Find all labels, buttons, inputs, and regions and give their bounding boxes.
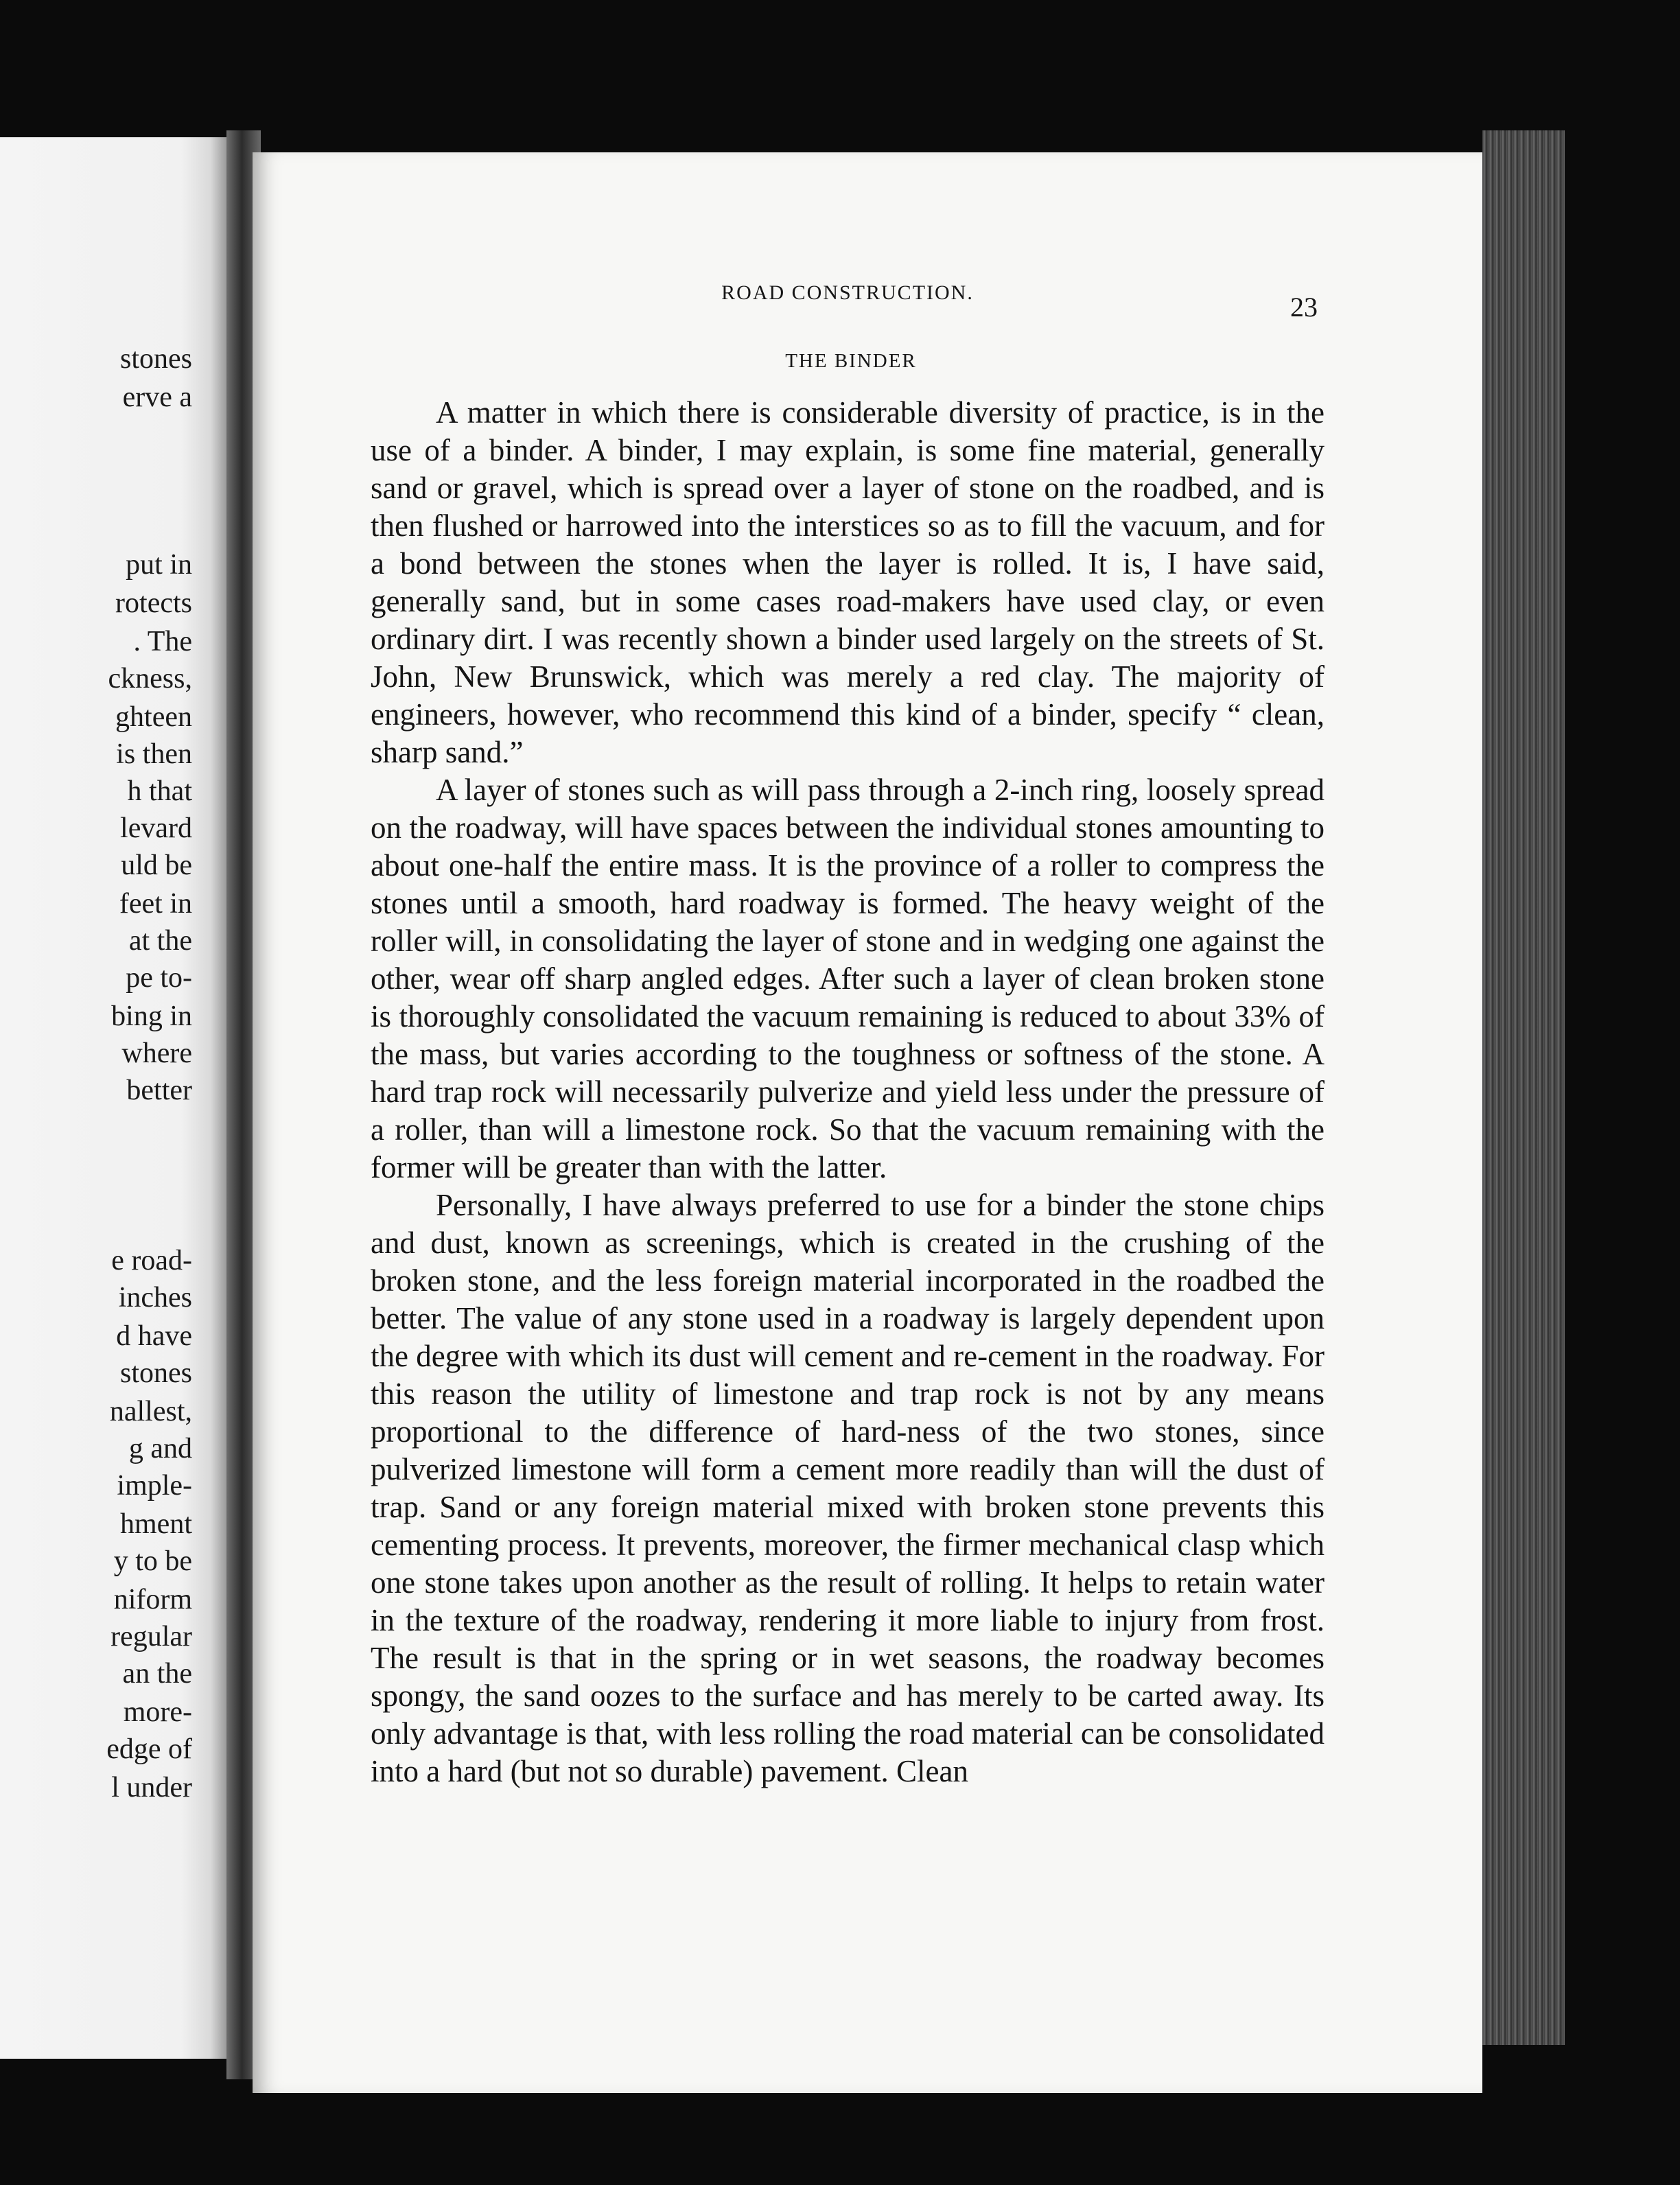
left-page-line-34: an the	[122, 1658, 192, 1690]
left-page-line-26: stones	[120, 1357, 192, 1389]
page-edges	[1482, 130, 1565, 2045]
page-number: 23	[1290, 292, 1318, 323]
left-page-line-30: hment	[120, 1508, 192, 1540]
left-page-line-14: feet in	[119, 888, 192, 920]
left-page-line-12: levard	[120, 813, 192, 844]
section-title: THE BINDER	[785, 350, 917, 372]
running-head: ROAD CONSTRUCTION.	[721, 281, 974, 304]
left-page-line-16: pe to-	[126, 962, 192, 994]
left-page-line-19: better	[126, 1075, 192, 1106]
left-page-line-11: h that	[127, 775, 192, 807]
left-page-line-29: imple-	[117, 1470, 192, 1502]
left-page-line-15: at the	[128, 925, 192, 957]
left-page-line-7: . The	[133, 626, 192, 657]
left-page-line-32: niform	[113, 1584, 192, 1615]
left-page-fragment	[0, 137, 226, 2059]
left-page-line-9: ghteen	[115, 701, 192, 733]
left-page-line-8: ckness,	[108, 663, 192, 694]
left-page-line-17: bing in	[111, 1001, 192, 1032]
left-page-line-6: rotects	[115, 587, 192, 619]
left-page-line-37: l under	[111, 1772, 192, 1803]
left-page-line-1: erve a	[122, 382, 192, 413]
left-page-line-24: inches	[118, 1282, 192, 1313]
paragraph-2: A layer of stones such as will pass through a 2-inch ring, loosely spread on the roadway, will have spaces between the individual stones amounting to about one-half the entire mass. It is the province of a roller to compress the stones until a smooth, hard roadway is formed. The heavy weight of the roller will, in consolidating the layer of stone and in wedging one against the other, wear off sharp angled edges. After such a layer of clean broken stone is thoroughly consolidated the vacuum remaining is reduced to about 33% of the mass, but varies according to the toughness or softness of the stone. A hard trap rock will necessarily pulverize and yield less under the pressure of a roller, than will a limestone rock. So that the vacuum remaining with the former will be greater than with the latter.	[371, 773, 1325, 1184]
left-page-line-28: g and	[128, 1433, 192, 1464]
left-page-line-5: put in	[126, 549, 192, 581]
left-page-line-0: stones	[120, 343, 192, 375]
left-page-line-10: is then	[116, 738, 192, 770]
left-page-line-18: where	[121, 1038, 192, 1069]
left-page-line-33: regular	[110, 1621, 192, 1652]
paragraph-1: A matter in which there is considerable diversity of practice, is in the use of a binder. A binder, I may explain, is some fine material, generally sand or gravel, which is spread over a layer of stone on the roadbed, and is then flushed or harrowed into the interstices so as to fill the vacuum, and for a bond between the stones when the layer is rolled. It is, I have said, generally sand, but in some cases road-makers have used clay, or even ordinary dirt. I was recently shown a binder used largely on the streets of St. John, New Brunswick, which was merely a red clay. The majority of engineers, however, who recommend this kind of a binder, specify “ clean, sharp sand.”	[371, 395, 1325, 769]
body-text	[371, 394, 1325, 1790]
left-page-line-36: edge of	[106, 1733, 192, 1765]
left-page-line-31: y to be	[113, 1545, 192, 1577]
left-page-line-13: uld be	[121, 850, 192, 881]
left-page-line-23: e road-	[111, 1245, 192, 1276]
left-page-line-25: d have	[116, 1320, 192, 1352]
left-page-line-27: nallest,	[109, 1396, 192, 1427]
paragraph-3: Personally, I have always preferred to use for a binder the stone chips and dust, known as screenings, which is created in the crushing of the broken stone, and the less foreign material incorporated in the roadbed the better. The value of any stone used in a roadway is largely dependent upon the degree with which its dust will cement and re-cement in the roadway. For this reason the utility of limestone and trap rock is not by any means proportional to the difference of hard-ness of the two stones, since pulverized limestone will form a cement more readily than will the dust of trap. Sand or any foreign material mixed with broken stone prevents this cementing process. It prevents, moreover, the firmer mechanical clasp which one stone takes upon another as the result of rolling. It helps to retain water in the texture of the roadway, rendering it more liable to injury from frost. The result is that in the spring or in wet seasons, the roadway becomes spongy, the sand oozes to the surface and has merely to be carted away. Its only advantage is that, with less rolling the road material can be consolidated into a hard (but not so durable) pavement. Clean	[371, 1188, 1325, 1788]
left-page-line-35: more-	[123, 1696, 192, 1728]
